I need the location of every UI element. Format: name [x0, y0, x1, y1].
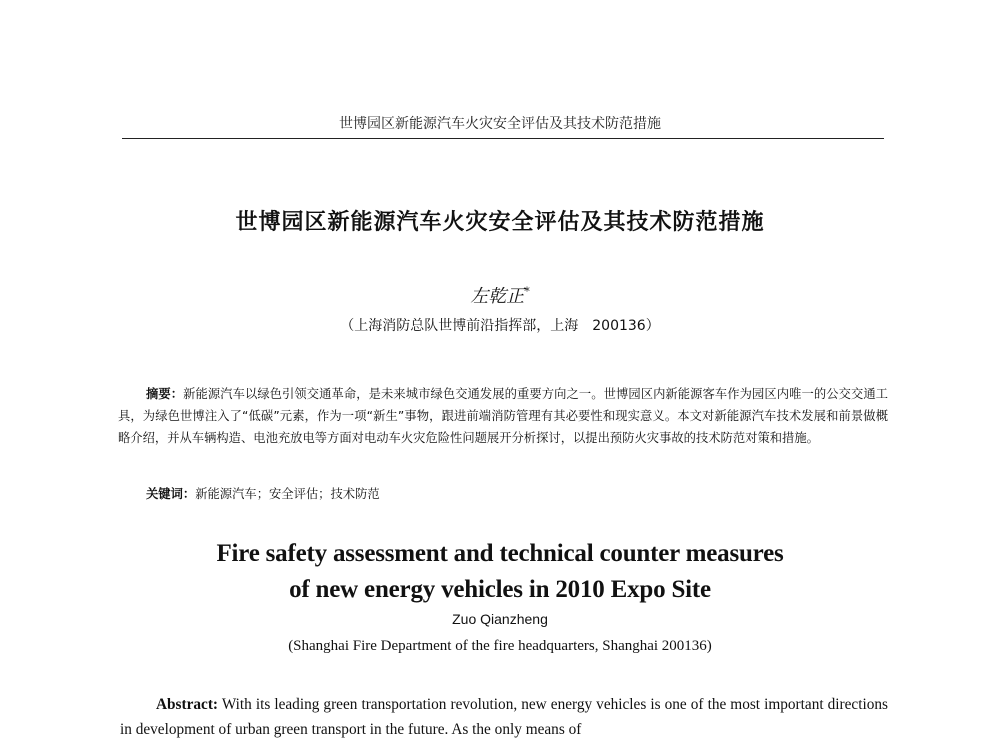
english-title	[0, 536, 1000, 608]
chinese-abstract	[118, 383, 888, 450]
chinese-author-name: 左乾正	[470, 286, 525, 307]
english-abstract-label: Abstract:	[156, 696, 219, 713]
english-affiliation: (Shanghai Fire Department of the fire headquarters, Shanghai 200136)	[288, 638, 712, 654]
chinese-title: 世博园区新能源汽车火灾安全评估及其技术防范措施	[235, 210, 765, 235]
english-abstract	[120, 692, 888, 742]
chinese-keywords-label: 关键词：	[146, 487, 196, 501]
english-title-line-1: Fire safety assessment and technical counter measures	[216, 540, 784, 567]
running-header: 世博园区新能源汽车火灾安全评估及其技术防范措施	[339, 116, 661, 132]
chinese-abstract-label: 摘要：	[146, 387, 184, 401]
english-author: Zuo Qianzheng	[452, 611, 548, 627]
chinese-author	[0, 282, 1000, 308]
english-abstract-text: With its leading green transportation revolution, new energy vehicles is one of the most important directions in development of urban green transport in the future. As the only means of	[120, 696, 888, 738]
author-footnote-mark: *	[524, 285, 530, 298]
chinese-abstract-text: 新能源汽车以绿色引领交通革命，是未来城市绿色交通发展的重要方向之一。世博园区内新能源客车作为园区内唯一的公交交通工具，为绿色世博注入了“低碳”元素，作为一项“新生”事物，跟进前端消防管理有其必要性和现实意义。本文对新能源汽车技术发展和前景做概略介绍，并从车辆构造、电池充放电等方面对电动车火灾危险性问题展开分析探讨，以提出预防火灾事故的技术防范对策和措施。	[118, 387, 888, 446]
english-title-line-2: of new energy vehicles in 2010 Expo Site	[289, 576, 711, 603]
chinese-keywords-text: 新能源汽车；安全评估；技术防范	[195, 487, 380, 501]
chinese-keywords	[146, 484, 886, 502]
header-rule	[122, 138, 884, 139]
chinese-affiliation: （上海消防总队世博前沿指挥部，上海 200136）	[340, 318, 660, 334]
